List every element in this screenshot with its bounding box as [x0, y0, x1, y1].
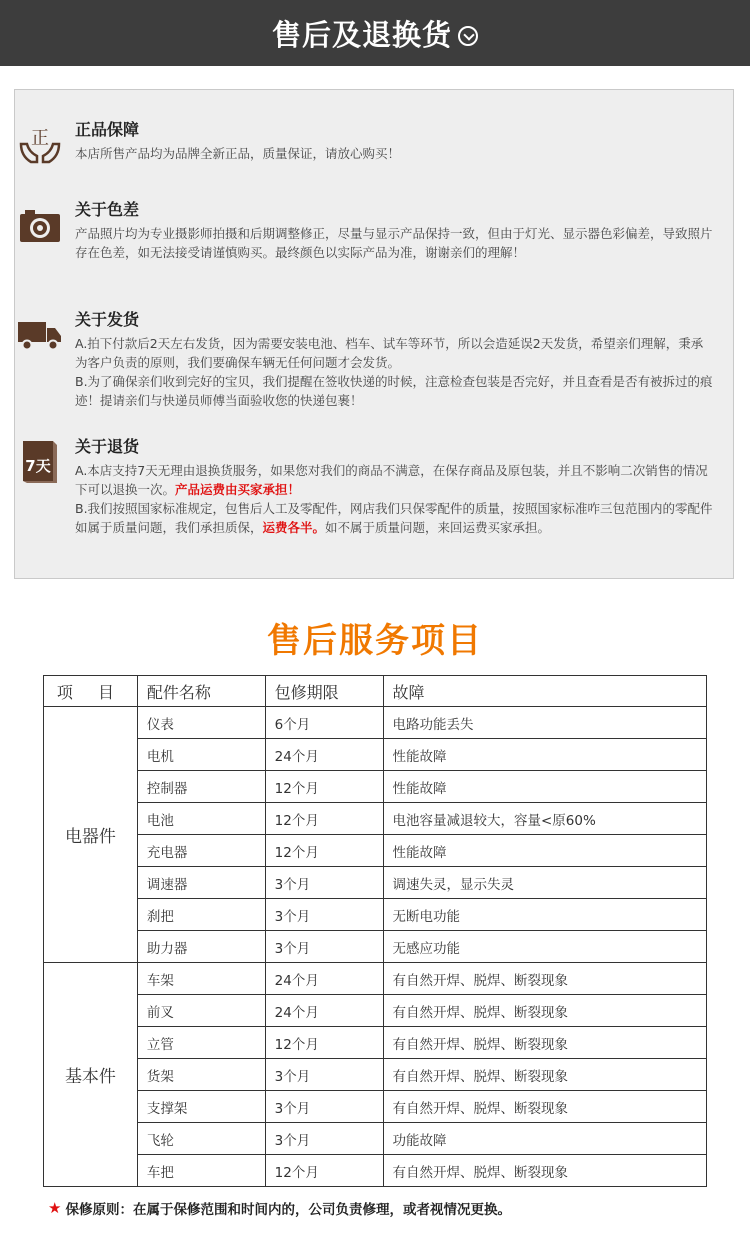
fault-description: 有自然开焊、脱焊、断裂现象	[383, 1027, 707, 1059]
svg-text:7天: 7天	[25, 457, 51, 475]
table-row	[44, 899, 707, 931]
warranty-period: 24个月	[265, 739, 383, 771]
warranty-principle-note	[48, 1198, 511, 1218]
warranty-period: 12个月	[265, 771, 383, 803]
part-name: 立管	[137, 1027, 265, 1059]
table-row	[44, 963, 707, 995]
service-section-title: 售后服务项目	[267, 621, 483, 661]
service-table	[43, 675, 707, 1187]
fault-description: 电池容量减退较大，容量<原60%	[383, 803, 707, 835]
warranty-period: 3个月	[265, 1123, 383, 1155]
table-row	[44, 1027, 707, 1059]
section-body: B.我们按照国家标准规定，包售后人工及零配件，网店我们只保零配件的质量，按照国家标准咋三包范围内的零配件如属于质量问题，我们承担质保，运费各半。如不属于质量问题，来回运费买家承担。	[75, 501, 713, 535]
table-row	[44, 739, 707, 771]
fault-description: 功能故障	[383, 1123, 707, 1155]
table-row	[44, 1123, 707, 1155]
part-name: 助力器	[137, 931, 265, 963]
page-title: 售后及退换货	[271, 17, 452, 52]
warranty-period: 3个月	[265, 931, 383, 963]
svg-text:正: 正	[31, 128, 49, 149]
part-name: 仪表	[137, 707, 265, 739]
table-row	[44, 707, 707, 739]
part-name: 货架	[137, 1059, 265, 1091]
table-row	[44, 835, 707, 867]
warranty-period: 12个月	[265, 1155, 383, 1187]
camera-icon	[17, 202, 63, 248]
warranty-period: 3个月	[265, 1091, 383, 1123]
warranty-period: 3个月	[265, 867, 383, 899]
policy-info-box	[14, 89, 734, 579]
table-row	[44, 867, 707, 899]
table-header-row	[44, 676, 707, 707]
warranty-period: 6个月	[265, 707, 383, 739]
table-row	[44, 771, 707, 803]
warranty-period: 3个月	[265, 1059, 383, 1091]
fault-description: 无感应功能	[383, 931, 707, 963]
section-genuine	[31, 120, 715, 163]
warranty-period: 24个月	[265, 995, 383, 1027]
seven-day-return-icon	[17, 439, 63, 485]
section-body: A.拍下付款后2天左右发货，因为需要安装电池、档车、试车等环节，所以会造延误2天发货，希望亲们理解，秉承为客户负责的原则，我们要确保车辆无任何问题才会发货。	[75, 336, 704, 370]
section-title: 关于色差	[75, 200, 140, 219]
fault-description: 有自然开焊、脱焊、断裂现象	[383, 995, 707, 1027]
part-name: 刹把	[137, 899, 265, 931]
header-bar	[0, 0, 750, 66]
section-title: 关于退货	[75, 437, 140, 456]
warranty-period: 12个月	[265, 835, 383, 867]
fault-description: 调速失灵，显示失灵	[383, 867, 707, 899]
section-body: A.本店支持7天无理由退换货服务，如果您对我们的商品不满意，在保存商品及原包装，并且不影响二次销售的情况下可以退换一次。产品运费由买家承担！	[75, 463, 708, 497]
section-title: 正品保障	[75, 120, 140, 139]
section-title: 关于发货	[75, 310, 140, 329]
chevron-down-icon	[458, 26, 478, 46]
group-name: 电器件	[44, 707, 138, 963]
part-name: 前叉	[137, 995, 265, 1027]
header-item: 项 目	[44, 676, 138, 707]
fault-description: 性能故障	[383, 771, 707, 803]
section-shipping	[75, 310, 715, 410]
part-name: 电机	[137, 739, 265, 771]
table-row	[44, 931, 707, 963]
table-row	[44, 803, 707, 835]
header-warranty: 包修期限	[265, 676, 383, 707]
table-row	[44, 1155, 707, 1187]
part-name: 车架	[137, 963, 265, 995]
warranty-period: 24个月	[265, 963, 383, 995]
part-name: 支撑架	[137, 1091, 265, 1123]
table-row	[44, 995, 707, 1027]
fault-description: 有自然开焊、脱焊、断裂现象	[383, 963, 707, 995]
part-name: 飞轮	[137, 1123, 265, 1155]
fault-description: 性能故障	[383, 835, 707, 867]
group-name: 基本件	[44, 963, 138, 1187]
warranty-period: 3个月	[265, 899, 383, 931]
fault-description: 性能故障	[383, 739, 707, 771]
part-name: 车把	[137, 1155, 265, 1187]
fault-description: 有自然开焊、脱焊、断裂现象	[383, 1155, 707, 1187]
truck-icon	[17, 312, 63, 358]
part-name: 充电器	[137, 835, 265, 867]
part-name: 电池	[137, 803, 265, 835]
table-row	[44, 1091, 707, 1123]
part-name: 控制器	[137, 771, 265, 803]
section-body: 产品照片均为专业摄影师拍摄和后期调整修正，尽量与显示产品保持一致，但由于灯光、显示器色彩偏差，导致照片存在色差，如无法接受请谨慎购买。最终颜色以实际产品为准，谢谢亲们的理解！	[75, 226, 713, 260]
part-name: 调速器	[137, 867, 265, 899]
section-body: B.为了确保亲们收到完好的宝贝，我们提醒在签收快递的时候，注意检查包装是否完好，并且查看是否有被拆过的痕迹！提请亲们与快递员师傅当面验收您的快递包裹！	[75, 374, 713, 408]
header-part: 配件名称	[137, 676, 265, 707]
handshake-genuine-icon	[17, 122, 63, 168]
fault-description: 无断电功能	[383, 899, 707, 931]
warranty-period: 12个月	[265, 1027, 383, 1059]
section-returns	[25, 437, 715, 537]
fault-description: 有自然开焊、脱焊、断裂现象	[383, 1091, 707, 1123]
table-row	[44, 1059, 707, 1091]
header-fault: 故障	[383, 676, 707, 707]
section-body: 本店所售产品均为品牌全新正品，质量保证，请放心购买！	[75, 146, 401, 161]
star-icon: ★	[48, 1199, 62, 1217]
warranty-period: 12个月	[265, 803, 383, 835]
fault-description: 电路功能丢失	[383, 707, 707, 739]
warranty-principle-text: 保修原则：在属于保修范围和时间内的，公司负责修理，或者视情况更换。	[65, 1202, 511, 1218]
section-color-difference	[75, 200, 715, 262]
fault-description: 有自然开焊、脱焊、断裂现象	[383, 1059, 707, 1091]
